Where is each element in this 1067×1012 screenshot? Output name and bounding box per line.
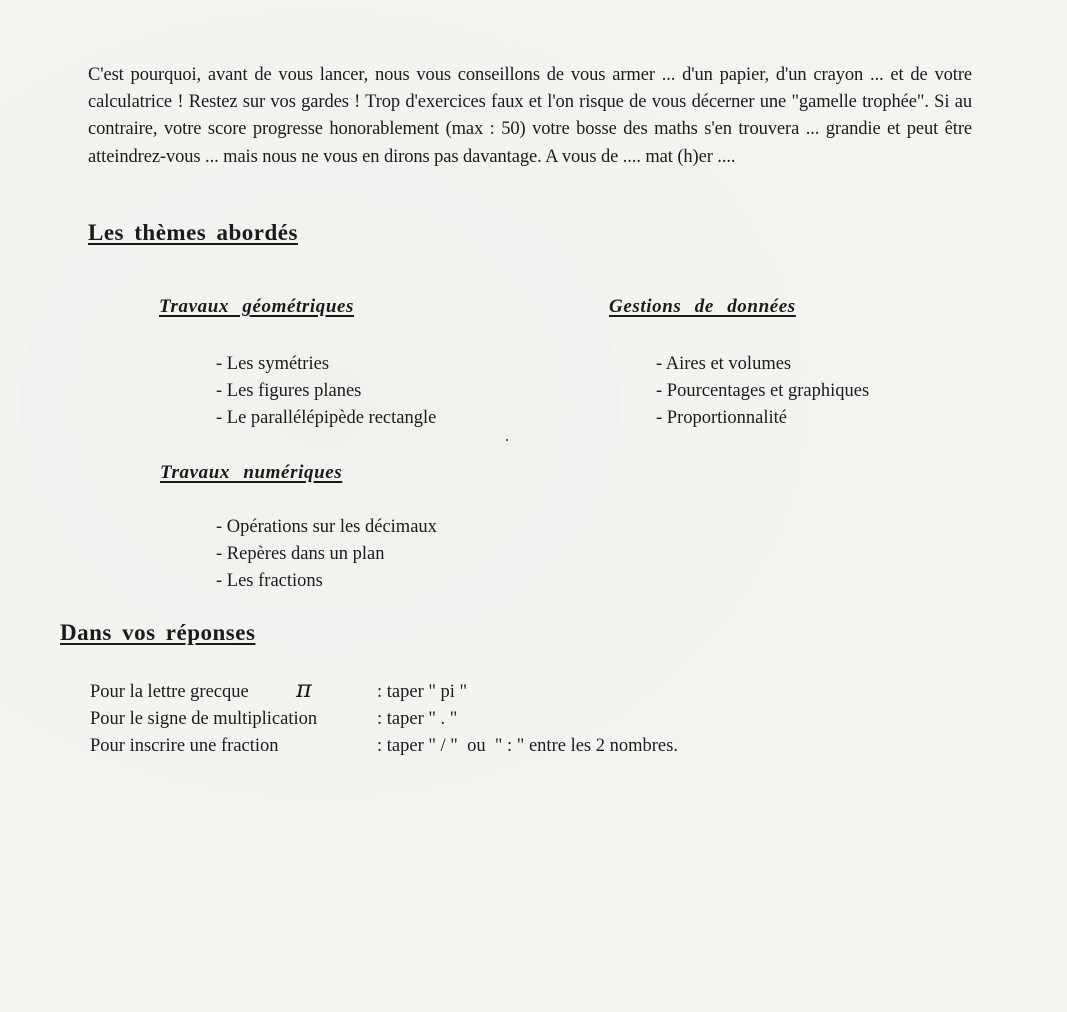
numeric-topic: - Les fractions — [216, 571, 323, 591]
data-topic: - Aires et volumes — [656, 354, 792, 374]
data-topic-list — [656, 351, 869, 432]
instruction-label: Pour le signe de multiplication — [90, 709, 318, 729]
intro-paragraph: C'est pourquoi, avant de vous lancer, nous vous conseillons de vous armer ... d'un papier, d'un crayon ... et de votre calculatrice ! Restez sur vos gardes ! Trop d'exercices faux et l'on risque de vous décerner une "gamelle trophée". Si au contraire, votre score progresse honorablement (max : 50) votre bosse des maths s'en trouvera ... grandie et peut être atteindrez-vous ... mais nous ne vous en dirons pas davantage. A vous de .... mat (h)er .... — [88, 65, 972, 167]
geometry-topic: - Les symétries — [216, 354, 330, 374]
instruction-value: : taper " / " ou " : " entre les 2 nombres. — [377, 736, 678, 756]
geometry-topic: - Les figures planes — [216, 381, 362, 401]
paper-speck — [506, 439, 508, 441]
answers-heading: Dans vos réponses — [60, 620, 256, 645]
instruction-label: Pour la lettre grecque — [90, 682, 249, 702]
numeric-topic-list — [216, 514, 437, 595]
numeric-topic: - Repères dans un plan — [216, 544, 385, 564]
geometry-topic: - Le parallélépipède rectangle — [216, 408, 437, 428]
data-section-title: Gestions de données — [609, 296, 796, 317]
numeric-section-title: Travaux numériques — [160, 462, 343, 483]
pi-symbol: π — [296, 675, 312, 703]
instruction-value: : taper " pi " — [377, 682, 468, 702]
geometry-section-title: Travaux géométriques — [159, 296, 355, 317]
instruction-label: Pour inscrire une fraction — [90, 736, 279, 756]
themes-heading: Les thèmes abordés — [88, 220, 298, 245]
geometry-topic-list — [216, 351, 436, 432]
data-topic: - Pourcentages et graphiques — [656, 381, 870, 401]
data-topic: - Proportionnalité — [656, 408, 788, 428]
instruction-value: : taper " . " — [377, 709, 458, 729]
numeric-topic: - Opérations sur les décimaux — [216, 517, 437, 537]
